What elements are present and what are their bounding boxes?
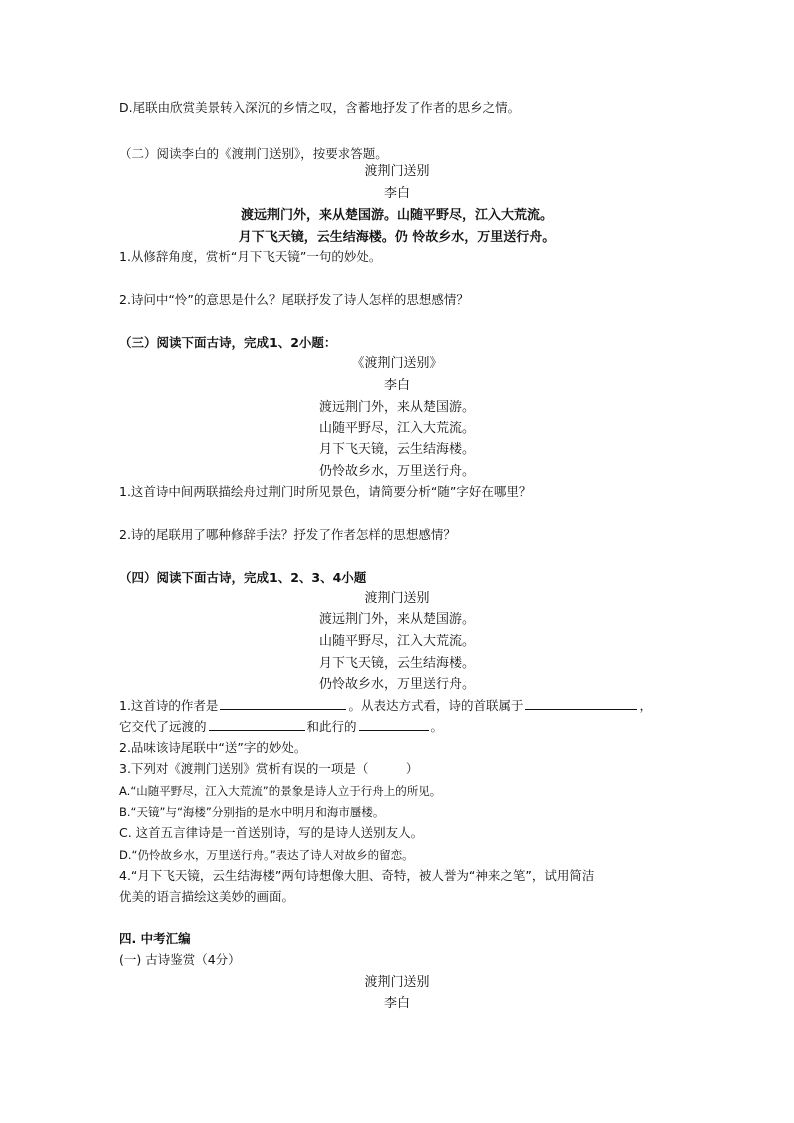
q1-part-f: 。	[430, 719, 444, 734]
section-3-poem-line-4: 仍怜故乡水，万里送行舟。	[318, 464, 475, 479]
q1-part-e: 和此行的	[306, 719, 357, 734]
section-4-option-c: C. 这首五言律诗是一首送别诗，写的是诗人送别友人。	[119, 825, 424, 840]
section-4-heading: （四）阅读下面古诗，完成1、2、3、4小题	[119, 570, 367, 585]
expression-answer-blank[interactable]	[525, 697, 637, 710]
section-4-question-3: 3.下列对《渡荆门送别》赏析有误的一项是（ ）	[119, 761, 419, 776]
section-2-question-2: 2.诗问中“怜”的意思是什么？尾联抒发了诗人怎样的思想感情？	[119, 292, 469, 307]
option-d-line: D.尾联由欣赏美景转入深沉的乡情之叹，含蓄地抒发了作者的思乡之情。	[119, 100, 521, 115]
section-4-option-b: B.“天镜”与“海楼”分别指的是水中明月和海市蜃楼。	[119, 805, 385, 819]
q1-part-d: 它交代了远渡的	[119, 719, 207, 734]
section-2-poem-line-2: 月下飞天镜，云生结海楼。仍 怜故乡水，万里送行舟。	[238, 230, 556, 245]
section-4-poem-line-3: 月下飞天镜，云生结海楼。	[318, 656, 475, 671]
section-3-heading: （三）阅读下面古诗，完成1、2小题：	[119, 335, 337, 350]
section-2-poem-line-1: 渡远荆门外，来从楚国游。山随平野尽，江入大荒流。	[240, 208, 553, 223]
section-2-heading: （二）阅读李白的《渡荆门送别》，按要求答题。	[119, 146, 388, 161]
section-4-question-1-line-1	[119, 697, 652, 714]
section-4-option-d: D.“仍怜故乡水，万里送行舟。”表达了诗人对故乡的留恋。	[119, 848, 414, 862]
section-4-poem-line-2: 山随平野尽，江入大荒流。	[318, 634, 475, 649]
section-3-poem-line-2: 山随平野尽，江入大荒流。	[318, 421, 475, 436]
section-4-poem-line-4: 仍怜故乡水，万里送行舟。	[318, 677, 475, 692]
q1-part-b: 。从表达方式看，诗的首联属于	[348, 698, 524, 713]
origin-answer-blank[interactable]	[209, 718, 305, 731]
section-4-poem-title: 渡荆门送别	[364, 591, 430, 606]
section-4-question-4-line-1: 4.“月下飞天镜，云生结海楼”两句诗想像大胆、奇特，被人誉为“神来之笔”，试用简洁	[119, 868, 595, 883]
section-2-question-1: 1.从修辞角度，赏析“月下飞天镜”一句的妙处。	[119, 249, 382, 264]
section-4-question-1-line-2	[119, 718, 443, 735]
section-5-poem-author: 李白	[383, 996, 410, 1011]
section-3-poem-title: 《渡荆门送别》	[351, 356, 443, 371]
section-2-poem-author: 李白	[383, 186, 410, 201]
section-4-option-a: A.“山随平野尽，江入大荒流”的景象是诗人立于行舟上的所见。	[119, 784, 442, 798]
destination-answer-blank[interactable]	[359, 718, 429, 731]
section-3-poem-line-1: 渡远荆门外，来从楚国游。	[318, 400, 475, 415]
section-4-question-2: 2.品味该诗尾联中“送”字的妙处。	[119, 740, 307, 755]
section-4-question-4-line-2: 优美的语言描绘这美妙的画面。	[119, 889, 295, 904]
section-3-poem-author: 李白	[383, 378, 410, 393]
section-3-question-2: 2.诗的尾联用了哪种修辞手法？抒发了作者怎样的思想感情？	[119, 527, 456, 542]
q1-part-a: 1.这首诗的作者是	[119, 698, 219, 713]
section-5-subheading: (一) 古诗鉴赏（4分）	[119, 952, 241, 967]
q1-part-c: ，	[639, 698, 652, 713]
author-answer-blank[interactable]	[220, 697, 346, 710]
section-3-question-1: 1.这首诗中间两联描绘舟过荆门时所见景色，请简要分析“随”字好在哪里？	[119, 484, 532, 499]
section-5-poem-title: 渡荆门送别	[364, 975, 430, 990]
section-5-heading: 四. 中考汇编	[119, 931, 191, 946]
section-2-poem-title: 渡荆门送别	[364, 164, 430, 179]
section-3-poem-line-3: 月下飞天镜，云生结海楼。	[318, 442, 475, 457]
section-4-poem-line-1: 渡远荆门外，来从楚国游。	[318, 612, 475, 627]
